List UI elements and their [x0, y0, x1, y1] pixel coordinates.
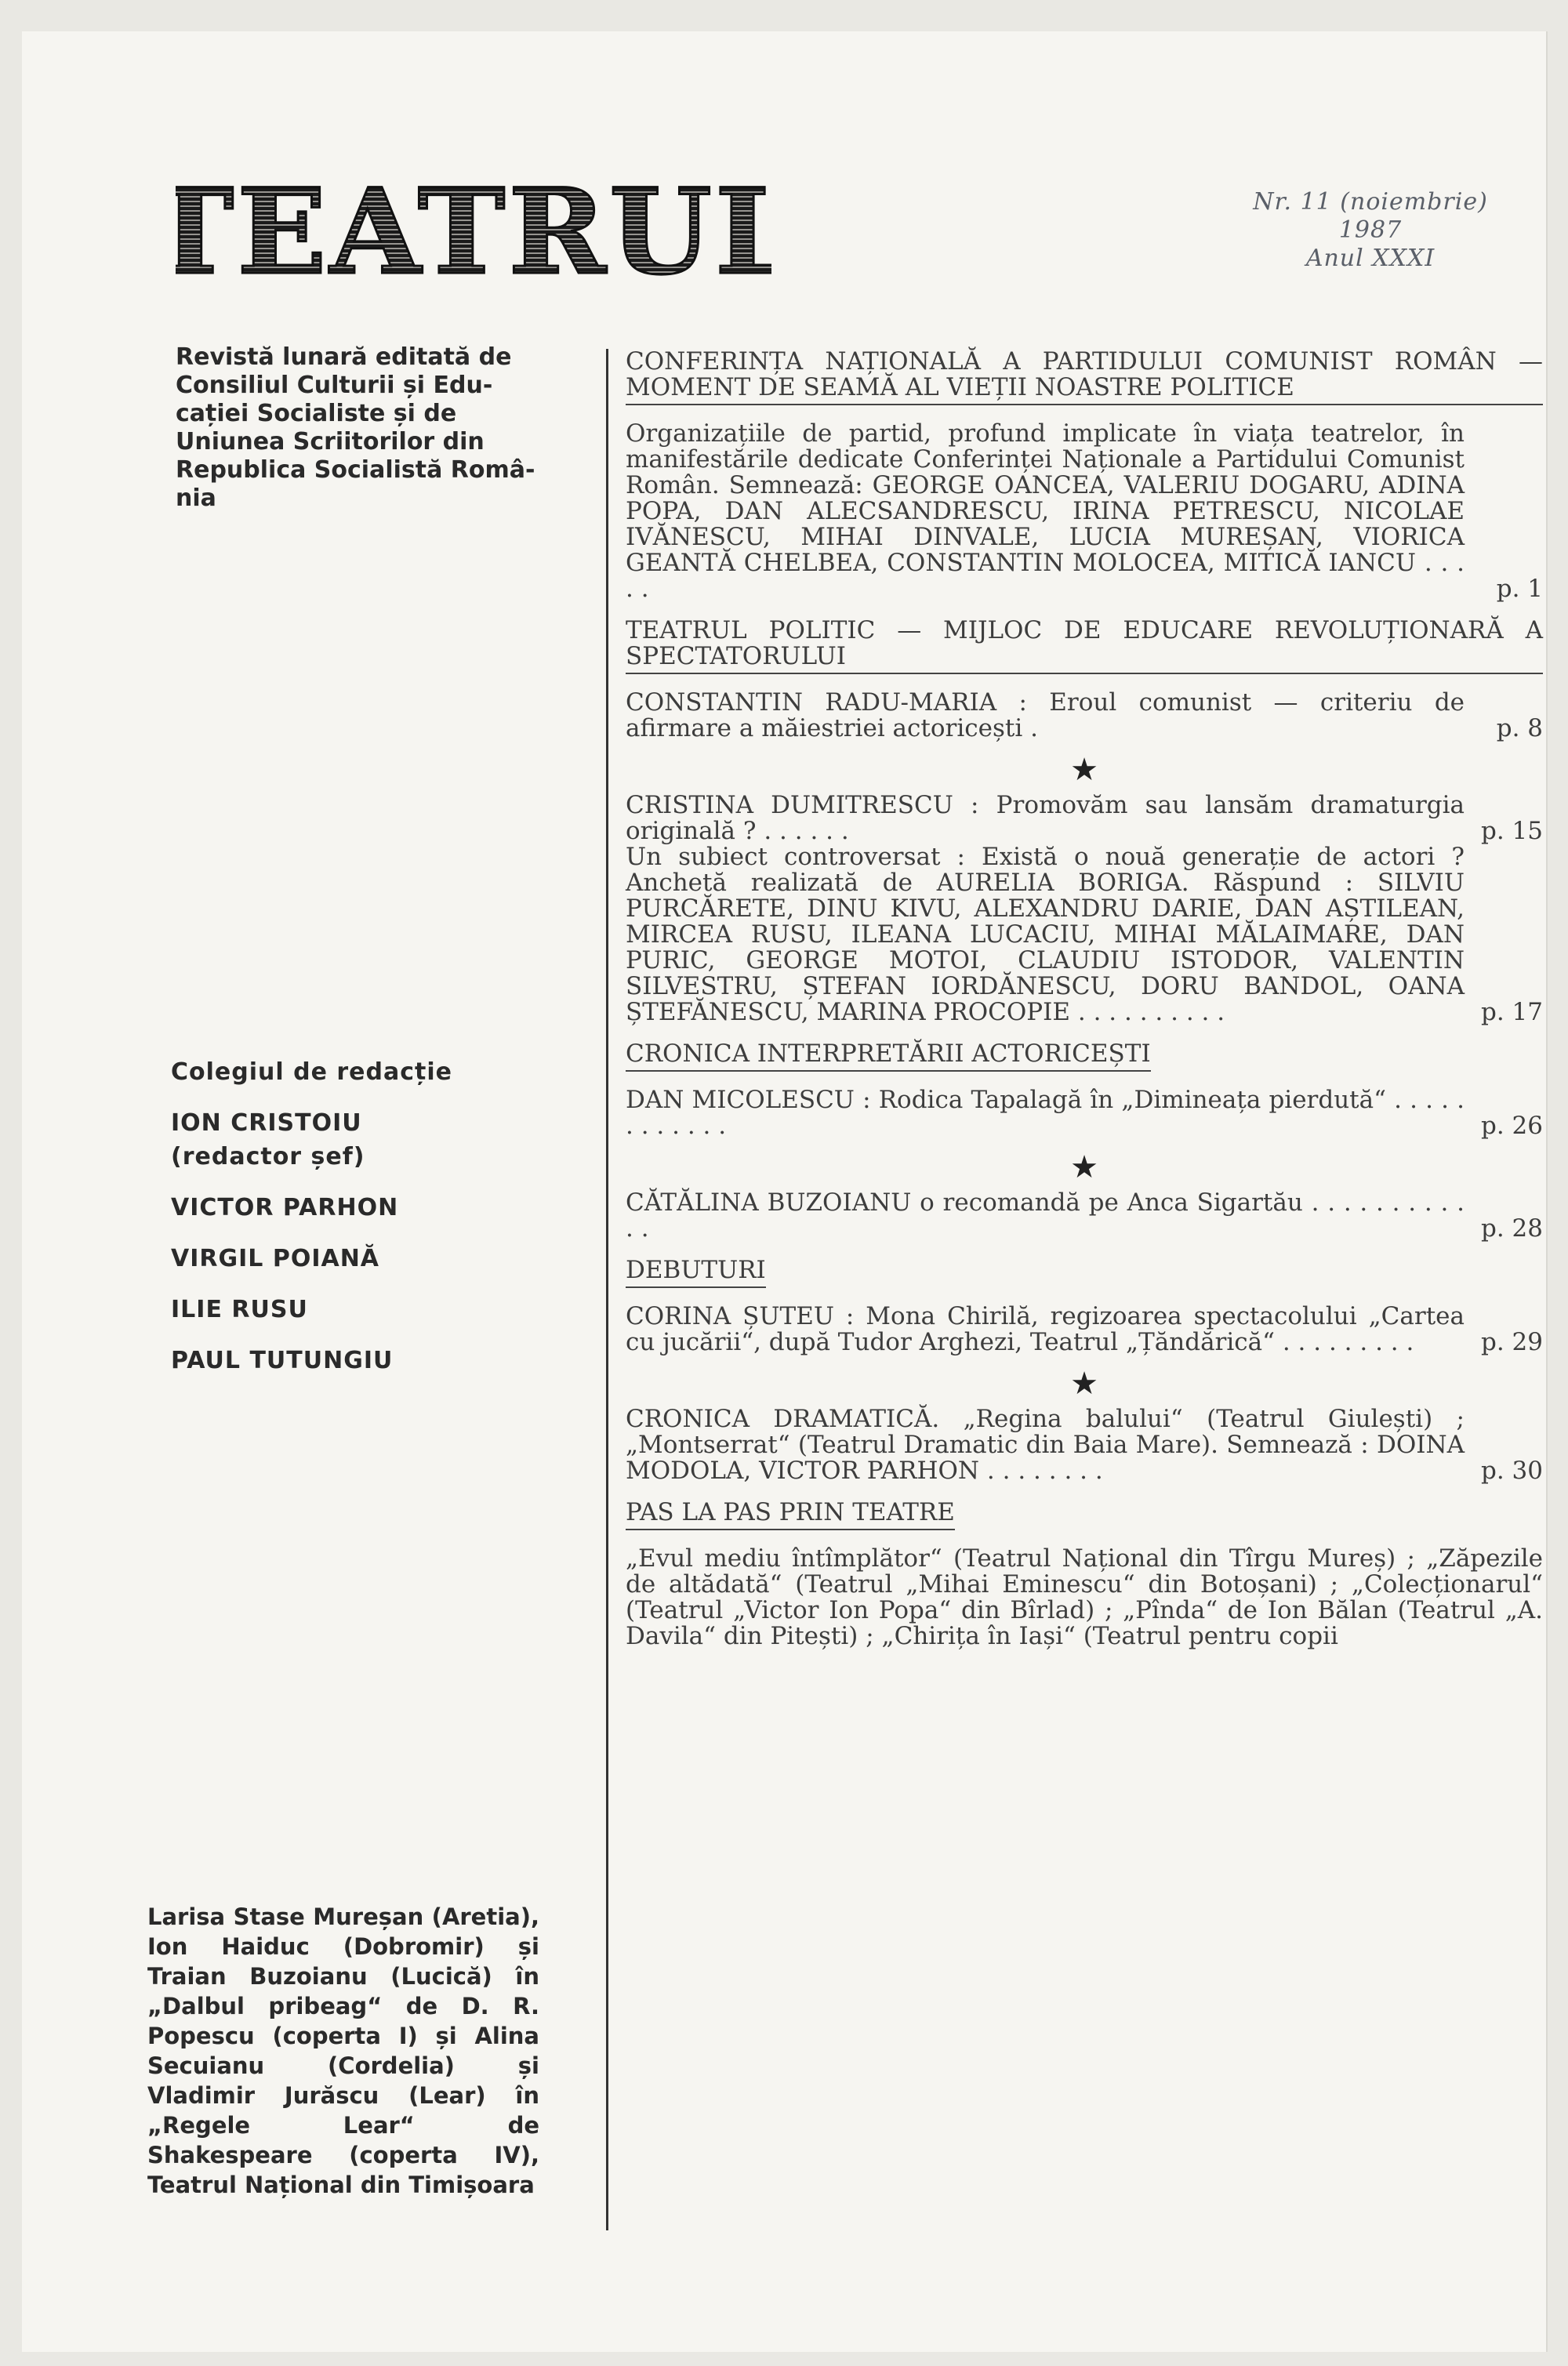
toc-section [626, 1406, 1543, 1484]
toc-section [626, 1041, 1543, 1139]
publisher-line: nia [176, 484, 216, 512]
toc-entry[interactable] [626, 844, 1543, 1025]
star-separator-icon: ★ [1070, 1366, 1098, 1402]
entry-author: CĂTĂLINA BUZOIANU [626, 1188, 912, 1217]
entry-text: CRONICA DRAMATICĂ. „Regina balului“ (Teatrul Giulești) ; „Montserrat“ (Teatrul Dramatic din Baia Mare). Semnează : DOINA MODOLA, VICTOR PARHON . . . . . . . . [626, 1405, 1465, 1485]
publisher-line: Uniunea Scriitorilor din [176, 428, 485, 455]
toc-entry[interactable] [626, 690, 1543, 742]
masthead-lettering [176, 161, 771, 295]
entry-text: Un subiect controversat : Există o nouă generație de actori ? Anchetă realizată de AURELIA BORIGA. Răspund : SILVIU PURCĂRETE, DINU KIVU, ALEXANDRU DARIE, DAN AȘTILEAN, MIRCEA RUSU, ILEANA LUCACIU, MIHAI MĂLAIMARE, DAN PURIC, GEORGE MOTOI, CLAUDIU ISTODOR, VALENTIN SILVESTRU, ȘTEFAN IORDĂNESCU, DORU BANDOL, OANA ȘTEFĂNESCU, MARINA PROCOPIE . . . . . . . . . . [626, 843, 1465, 1026]
page-number: p. 15 [1481, 817, 1543, 845]
entry-text: Promovăm sau lansăm dramaturgia originală ? . . . . . . [626, 791, 1465, 845]
board-role: (redactor șef) [171, 1143, 365, 1170]
cover-caption: Larisa Stase Mureșan (Aretia), Ion Haiduc (Dobromir) și Traian Buzoianu (Lucică) în „Dalbul pribeag“ de D. R. Popescu (coperta I) și Alina Secuianu (Cordelia) și Vladimir Jurăscu (Lear) în „Regele Lear“ de Shakespeare (coperta IV), Teatrul Național din Timișoara [147, 1903, 539, 2198]
entry-text: Rodica Tapalagă în „Dimineața pierdută“ . . . . . . . . . . . . [626, 1086, 1465, 1140]
issue-year: Anul XXXI [1305, 245, 1436, 272]
board-member: PAUL TUTUNGIU [171, 1347, 394, 1374]
entry-text: Eroul comunist — criteriu de afirmare a măiestriei actoricești . [626, 688, 1465, 742]
toc-section [626, 618, 1543, 742]
issue-number: Nr. 11 (noiembrie) 1987 [1253, 188, 1488, 244]
masthead-title: TEATRUL [176, 163, 771, 295]
section-title: PAS LA PAS PRIN TEATRE [626, 1500, 955, 1530]
page-number: p. 26 [1481, 1112, 1543, 1140]
toc-entry[interactable]: „Evul mediu întîmplător“ (Teatrul Național din Tîrgu Mureș) ; „Zăpezile de altădată“ (Teatrul „Mihai Eminescu“ din Botoșani) ; „Colecționarul“ (Teatrul „Victor Ion Popa“ din Bîrlad) ; „Pînda“ de Ion Bălan (Teatrul „A. Davila“ din Pitești) ; „Chirița în Iași“ (Teatrul pentru copii [626, 1544, 1543, 1650]
publisher-note [176, 343, 583, 513]
editorial-board [171, 1058, 563, 1398]
toc-entry[interactable] [626, 1406, 1543, 1484]
toc-section [626, 349, 1543, 602]
publisher-line: Revistă lunară editată de [176, 343, 512, 371]
entry-author: CONSTANTIN RADU-MARIA : [626, 688, 1027, 717]
entry-text: o recomandă pe Anca Sigartău . . . . . . . . . . . . [626, 1188, 1465, 1243]
star-separator-icon: ★ [1070, 1149, 1098, 1185]
section-title: CONFERINȚA NAȚIONALĂ A PARTIDULUI COMUNIST ROMÂN — MOMENT DE SEAMĂ AL VIEȚII NOASTRE POLITICE [626, 349, 1543, 405]
entry-author: DAN MICOLESCU : [626, 1086, 871, 1114]
entry-author: CRISTINA DUMITRESCU : [626, 791, 979, 819]
toc-entry[interactable] [626, 1190, 1543, 1242]
entry-author: CORINA ȘUTEU : [626, 1302, 855, 1330]
star-separator-icon: ★ [1070, 752, 1098, 788]
magazine-page [22, 31, 1546, 2352]
issue-info [1229, 188, 1512, 273]
publisher-line: cației Socialiste și de [176, 400, 457, 427]
page-number: p. 30 [1481, 1457, 1543, 1485]
page-number: p. 8 [1496, 714, 1543, 742]
section-title: TEATRUL POLITIC — MIJLOC DE EDUCARE REVOLUȚIONARĂ A SPECTATORULUI [626, 618, 1543, 674]
publisher-line: Consiliul Culturii și Edu- [176, 372, 493, 399]
board-member: VICTOR PARHON [171, 1194, 399, 1221]
toc-entry[interactable] [626, 793, 1543, 844]
board-member: ILIE RUSU [171, 1296, 308, 1323]
column-divider [606, 349, 608, 2230]
entry-text: Mona Chirilă, regizoarea spectacolului „Cartea cu jucării“, după Tudor Arghezi, Teatrul „Țăndărică“ . . . . . . . . . [626, 1302, 1465, 1356]
toc-entry[interactable] [626, 1304, 1543, 1355]
table-of-contents [626, 349, 1543, 1665]
section-title: DEBUTURI [626, 1257, 766, 1288]
toc-section [626, 1257, 1543, 1355]
toc-section [626, 1500, 1543, 1649]
page-number: p. 28 [1481, 1214, 1543, 1243]
toc-entry[interactable] [626, 1087, 1543, 1139]
toc-section [626, 793, 1543, 1025]
page-number: p. 29 [1481, 1328, 1543, 1356]
editorial-board-heading: Colegiul de redacție [171, 1058, 452, 1086]
page-number: p. 17 [1481, 998, 1543, 1026]
toc-section [626, 1190, 1543, 1242]
toc-entry[interactable] [626, 421, 1543, 602]
section-title: CRONICA INTERPRETĂRII ACTORICEȘTI [626, 1041, 1151, 1072]
masthead-logo [176, 161, 771, 295]
board-member: VIRGIL POIANĂ [171, 1245, 380, 1272]
board-member: ION CRISTOIU [171, 1109, 362, 1137]
publisher-line: Republica Socialistă Româ- [176, 456, 535, 484]
page-number: p. 1 [1496, 575, 1543, 603]
entry-text: Organizațiile de partid, profund implicate în viața teatrelor, în manifestările dedicate Conferinței Naționale a Partidului Comunist Român. Semnează: GEORGE OANCEA, VALERIU DOGARU, ADINA POPA, DAN ALECSANDRESCU, IRINA PETRESCU, NICOLAE IVĂNESCU, MIHAI DINVALE, LUCIA MUREȘAN, VIORICA GEANTĂ CHELBEA, CONSTANTIN MOLOCEA, MITICĂ IANCU . . . . . [626, 419, 1465, 603]
